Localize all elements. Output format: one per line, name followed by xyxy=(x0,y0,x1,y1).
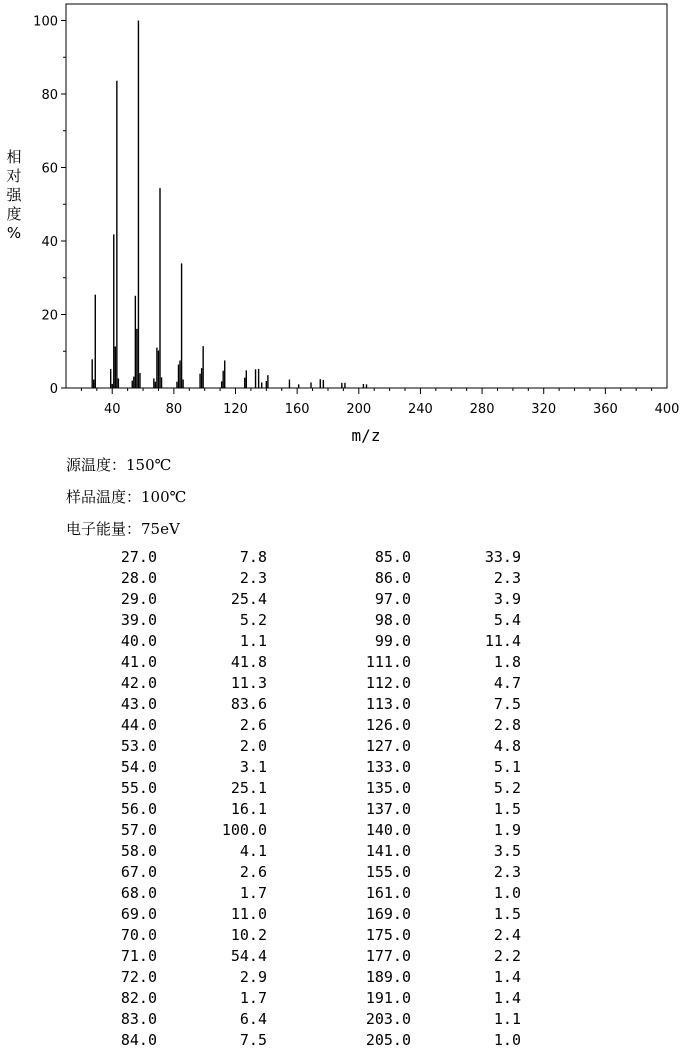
mz-cell: 113.0 xyxy=(365,695,411,713)
condition-line: 源温度：150℃ xyxy=(66,456,172,474)
intensity-cell: 1.4 xyxy=(493,968,521,986)
intensity-cell: 25.1 xyxy=(230,779,267,797)
measurement-conditions xyxy=(66,452,186,548)
condition-line: 样品温度：100℃ xyxy=(66,488,187,506)
intensity-cell: 54.4 xyxy=(230,947,267,965)
x-tick-label: 40 xyxy=(103,402,121,417)
condition-line: 电子能量：75eV xyxy=(66,520,180,538)
intensity-cell: 2.9 xyxy=(239,968,267,986)
x-tick-label: 400 xyxy=(654,402,680,417)
mz-cell: 205.0 xyxy=(365,1031,411,1049)
intensity-cell: 7.5 xyxy=(239,1031,267,1049)
mz-cell: 27.0 xyxy=(120,548,157,566)
y-label-char: % xyxy=(6,224,22,242)
x-axis-ticks xyxy=(81,388,679,417)
mz-cell: 28.0 xyxy=(120,569,157,587)
intensity-cell: 2.2 xyxy=(493,947,521,965)
intensity-cell: 11.3 xyxy=(230,674,267,692)
y-tick-label: 100 xyxy=(33,14,58,30)
mz-cell: 71.0 xyxy=(120,947,157,965)
intensity-cell: 4.8 xyxy=(493,737,521,755)
mz-cell: 135.0 xyxy=(365,779,411,797)
x-tick-label: 240 xyxy=(408,402,433,417)
x-tick-label: 80 xyxy=(165,402,183,417)
mz-cell: 42.0 xyxy=(120,674,157,692)
intensity-cell: 7.8 xyxy=(239,548,267,566)
intensity-cell: 10.2 xyxy=(230,926,267,944)
intensity-cell: 33.9 xyxy=(484,548,521,566)
y-tick-label: 80 xyxy=(41,88,58,103)
mz-cell: 53.0 xyxy=(120,737,157,755)
mz-cell: 141.0 xyxy=(365,842,411,860)
intensity-cell: 1.1 xyxy=(493,1010,521,1028)
intensity-cell: 1.5 xyxy=(493,800,521,818)
mz-cell: 56.0 xyxy=(120,800,157,818)
intensity-cell: 100.0 xyxy=(221,821,267,839)
intensity-cell: 1.9 xyxy=(493,821,521,839)
mz-cell: 161.0 xyxy=(365,884,411,902)
y-label-char: 相 xyxy=(6,148,22,166)
intensity-cell: 2.6 xyxy=(239,716,267,734)
mz-cell: 85.0 xyxy=(374,548,411,566)
x-tick-label: 200 xyxy=(346,402,372,417)
y-axis-label xyxy=(6,148,22,243)
intensity-cell: 1.0 xyxy=(493,1031,521,1049)
intensity-cell: 5.1 xyxy=(493,758,521,776)
mz-cell: 137.0 xyxy=(365,800,411,818)
intensity-cell: 1.7 xyxy=(239,884,267,902)
intensity-cell: 1.8 xyxy=(493,653,521,671)
mz-cell: 67.0 xyxy=(120,863,157,881)
mz-cell: 72.0 xyxy=(120,968,157,986)
y-label-char: 度 xyxy=(6,205,22,223)
intensity-cell: 4.7 xyxy=(493,674,521,692)
y-tick-label: 0 xyxy=(49,382,58,397)
mz-cell: 99.0 xyxy=(374,632,411,650)
x-tick-label: 120 xyxy=(223,402,248,417)
y-label-char: 对 xyxy=(6,167,22,185)
mz-cell: 97.0 xyxy=(374,590,411,608)
mz-cell: 127.0 xyxy=(365,737,411,755)
intensity-cell: 1.4 xyxy=(493,989,521,1007)
mz-cell: 55.0 xyxy=(120,779,157,797)
mz-cell: 41.0 xyxy=(120,653,157,671)
mass-spectrum-chart xyxy=(0,0,680,450)
spectrum-peaks xyxy=(92,21,366,389)
y-axis-ticks xyxy=(33,15,66,398)
intensity-cell: 1.0 xyxy=(493,884,521,902)
mz-cell: 189.0 xyxy=(365,968,411,986)
mz-cell: 126.0 xyxy=(365,716,411,734)
mz-cell: 69.0 xyxy=(120,905,157,923)
y-tick-label: 60 xyxy=(41,161,58,177)
intensity-cell: 11.0 xyxy=(230,905,267,923)
mz-cell: 155.0 xyxy=(365,863,411,881)
intensity-cell: 2.6 xyxy=(239,863,267,881)
mz-cell: 44.0 xyxy=(120,716,157,734)
mz-cell: 82.0 xyxy=(120,989,157,1007)
intensity-cell: 2.3 xyxy=(493,863,521,881)
mz-cell: 54.0 xyxy=(120,758,157,776)
mz-cell: 86.0 xyxy=(374,569,411,587)
x-axis-label: m/z xyxy=(351,426,381,445)
intensity-cell: 1.5 xyxy=(493,905,521,923)
intensity-cell: 16.1 xyxy=(230,800,267,818)
mz-cell: 111.0 xyxy=(365,653,411,671)
intensity-cell: 2.4 xyxy=(493,926,521,944)
mz-cell: 29.0 xyxy=(120,590,157,608)
intensity-cell: 3.5 xyxy=(493,842,521,860)
mz-cell: 57.0 xyxy=(120,821,157,839)
intensity-cell: 6.4 xyxy=(239,1010,267,1028)
mz-cell: 40.0 xyxy=(120,632,157,650)
plot-frame xyxy=(66,4,667,388)
intensity-cell: 4.1 xyxy=(239,842,267,860)
intensity-cell: 3.1 xyxy=(239,758,267,776)
intensity-cell: 1.7 xyxy=(239,989,267,1007)
x-tick-label: 160 xyxy=(284,402,310,417)
x-tick-label: 280 xyxy=(469,402,495,417)
mz-cell: 203.0 xyxy=(365,1010,411,1028)
intensity-cell: 25.4 xyxy=(230,590,267,608)
mz-cell: 70.0 xyxy=(120,926,157,944)
x-tick-label: 320 xyxy=(531,402,557,417)
intensity-cell: 2.8 xyxy=(493,716,521,734)
intensity-cell: 11.4 xyxy=(484,632,521,650)
mz-cell: 175.0 xyxy=(365,926,411,944)
intensity-cell: 41.8 xyxy=(230,653,267,671)
mz-cell: 191.0 xyxy=(365,989,411,1007)
intensity-cell: 3.9 xyxy=(493,590,521,608)
mz-cell: 58.0 xyxy=(120,842,157,860)
x-tick-label: 360 xyxy=(592,402,618,417)
mz-cell: 84.0 xyxy=(120,1031,157,1049)
mz-cell: 43.0 xyxy=(120,695,157,713)
mz-cell: 98.0 xyxy=(374,611,411,629)
y-tick-label: 20 xyxy=(41,308,58,324)
mz-cell: 39.0 xyxy=(120,611,157,629)
intensity-cell: 5.2 xyxy=(493,779,521,797)
mz-cell: 68.0 xyxy=(120,884,157,902)
mz-cell: 133.0 xyxy=(365,758,411,776)
y-label-char: 强 xyxy=(6,186,22,204)
intensity-cell: 1.1 xyxy=(239,632,267,650)
intensity-cell: 2.3 xyxy=(239,569,267,587)
mz-cell: 112.0 xyxy=(365,674,411,692)
mz-cell: 83.0 xyxy=(120,1010,157,1028)
intensity-cell: 5.2 xyxy=(239,611,267,629)
intensity-cell: 7.5 xyxy=(493,695,521,713)
intensity-cell: 2.0 xyxy=(239,737,267,755)
mz-cell: 177.0 xyxy=(365,947,411,965)
mz-cell: 140.0 xyxy=(365,821,411,839)
intensity-cell: 5.4 xyxy=(493,611,521,629)
intensity-cell: 2.3 xyxy=(493,569,521,587)
y-tick-label: 40 xyxy=(41,235,58,250)
intensity-cell: 83.6 xyxy=(230,695,267,713)
mz-cell: 169.0 xyxy=(365,905,411,923)
